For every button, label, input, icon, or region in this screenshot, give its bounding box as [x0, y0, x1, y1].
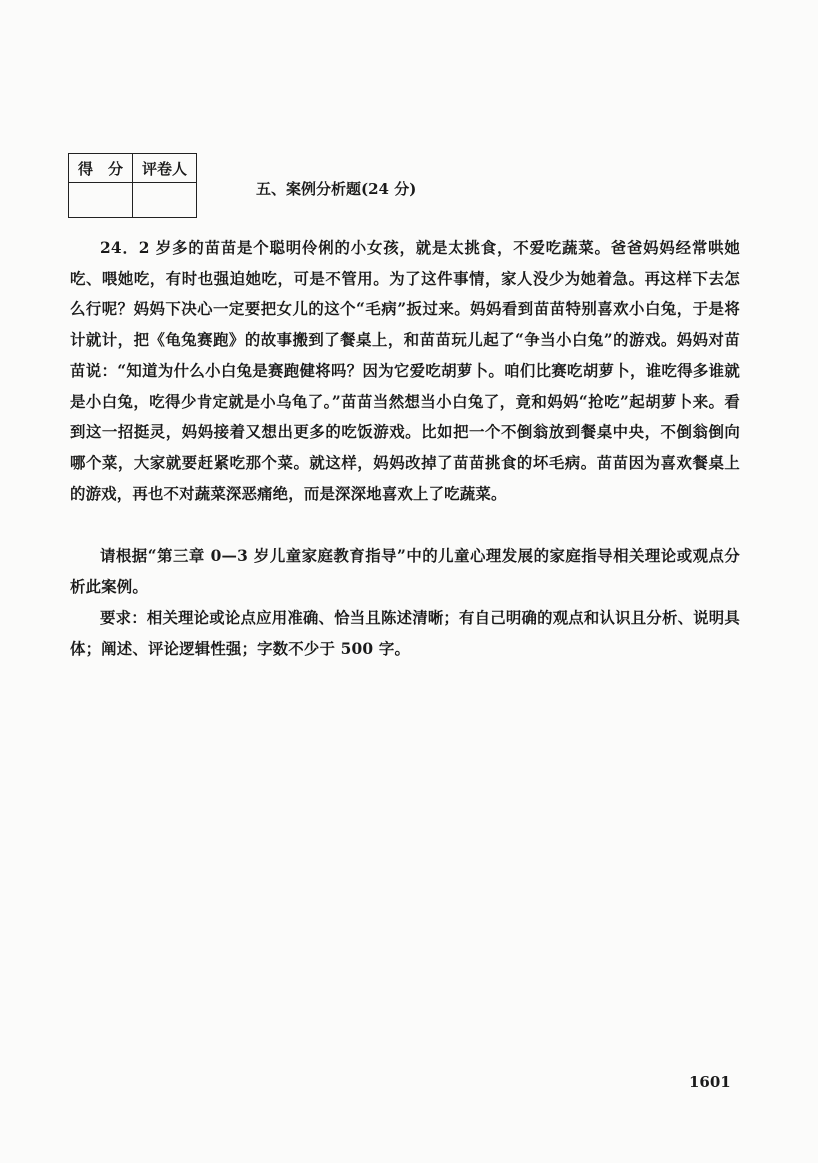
section-title: 五、案例分析题(24 分) — [256, 180, 417, 198]
score-table-header-row — [69, 154, 197, 183]
answer-requirements: 要求：相关理论或论点应用准确、恰当且陈述清晰；有自己明确的观点和认识且分析、说明具体；阐述、评论逻辑性强；字数不少于 500 字。 — [70, 609, 740, 658]
score-table-value-row — [69, 183, 197, 218]
page-number: 1601 — [689, 1073, 731, 1091]
case-text: 24．2 岁多的苗苗是个聪明伶俐的小女孩，就是太挑食，不爱吃蔬菜。爸爸妈妈经常哄她吃、喂她吃，有时也强迫她吃，可是不管用。为了这件事情，家人没少为她着急。再这样下去怎么行呢？妈妈下决心一定要把女儿的这个“毛病”扳过来。妈妈看到苗苗特别喜欢小白兔，于是将计就计，把《龟兔赛跑》的故事搬到了餐桌上，和苗苗玩儿起了“争当小白兔”的游戏。妈妈对苗苗说：“知道为什么小白兔是赛跑健将吗？因为它爱吃胡萝卜。咱们比赛吃胡萝卜，谁吃得多谁就是小白兔，吃得少肯定就是小乌龟了。”苗苗当然想当小白兔了，竟和妈妈“抢吃”起胡萝卜来。看到这一招挺灵，妈妈接着又想出更多的吃饭游戏。比如把一个不倒翁放到餐桌中央，不倒翁倒向哪个菜，大家就要赶紧吃那个菜。就这样，妈妈改掉了苗苗挑食的坏毛病。苗苗因为喜欢餐桌上的游戏，再也不对蔬菜深恶痛绝，而是深深地喜欢上了吃蔬菜。 — [70, 239, 740, 503]
grader-value-cell — [133, 183, 197, 218]
score-value-cell — [69, 183, 133, 218]
score-table — [68, 153, 197, 218]
score-label: 得 分 — [69, 154, 133, 183]
grader-label: 评卷人 — [133, 154, 197, 183]
question-instruction: 请根据“第三章 0—3 岁儿童家庭教育指导”中的儿童心理发展的家庭指导相关理论或观点分析此案例。 — [70, 547, 740, 596]
